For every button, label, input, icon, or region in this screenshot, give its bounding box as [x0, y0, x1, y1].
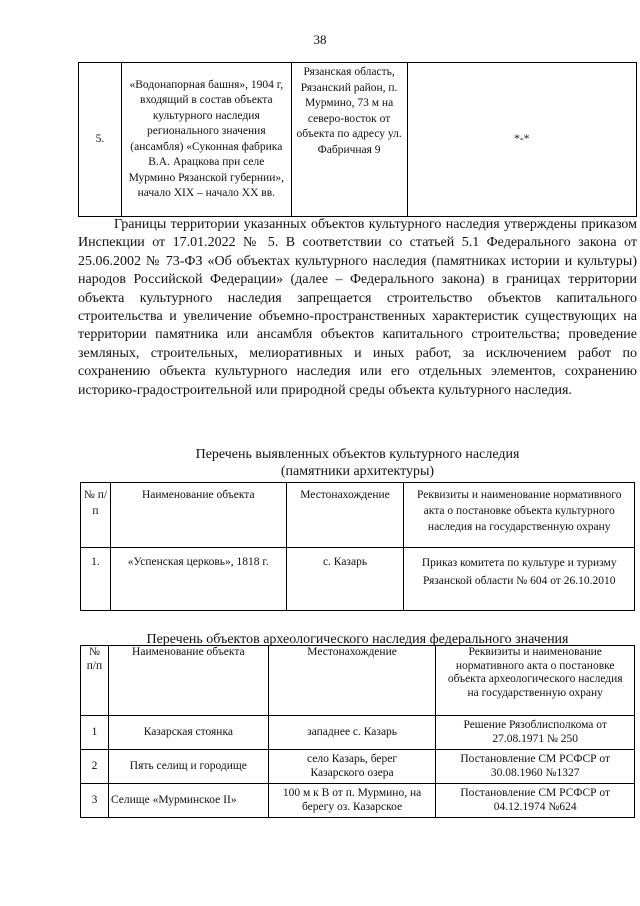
row-number: 5. — [79, 63, 122, 217]
object-act: Решение Рязоблисполкома от 27.08.1971 № 250 — [436, 716, 635, 750]
row-number: 3 — [81, 784, 109, 818]
object-name: Пять селищ и городище — [108, 750, 268, 784]
object-name: Казарская стоянка — [108, 716, 268, 750]
header-num: № п/п — [81, 483, 111, 548]
identified-objects-heading — [78, 446, 637, 480]
header-name: Наименование объекта — [108, 646, 268, 716]
header-name: Наименование объекта — [110, 483, 286, 548]
object-name: «Водонапорная башня», 1904 г, входящий в состав объекта культурного наследия регионального значения (ансамбля) «Суконная фабрика В.А. Арацкова при селе Мурмино Рязанской губернии», начало XIX – начало XX вв. — [121, 63, 291, 217]
object-note: *-* — [407, 63, 636, 217]
archaeological-objects-table — [80, 645, 635, 818]
heading-line-1: Перечень выявленных объектов культурного наследия — [195, 447, 520, 462]
page-number: 38 — [313, 32, 327, 47]
identified-objects-table — [80, 482, 635, 611]
table-row — [81, 716, 635, 750]
object-name: Селище «Мурминское II» — [108, 784, 268, 818]
object-act: Постановление СМ РСФСР от 04.12.1974 №624 — [436, 784, 635, 818]
object-act: Постановление СМ РСФСР от 30.08.1960 №1327 — [436, 750, 635, 784]
object-location: с. Казарь — [286, 548, 404, 611]
table-row — [81, 750, 635, 784]
header-num: № п/п — [81, 646, 109, 716]
row-number: 1 — [81, 716, 109, 750]
header-location: Местонахождение — [268, 646, 436, 716]
object-location: село Казарь, берег Казарского озера — [268, 750, 436, 784]
header-location: Местонахождение — [286, 483, 404, 548]
table-header-row — [81, 646, 635, 716]
table-row — [81, 548, 635, 611]
object-location: западнее с. Казарь — [268, 716, 436, 750]
header-act: Реквизиты и наименование нормативного акта о постановке объекта культурного наследия на государственную охрану — [404, 483, 635, 548]
row-number: 2 — [81, 750, 109, 784]
heritage-table-continued — [78, 62, 637, 217]
object-act: Приказ комитета по культуре и туризму Рязанской области № 604 от 26.10.2010 — [404, 548, 635, 611]
legal-paragraph: Границы территории указанных объектов культурного наследия утверждены приказом Инспекции от 17.01.2022 № 5. В соответствии со статьей 5.1 Федерального закона от 25.06.2002 № 73-ФЗ «Об объектах культурного наследия (памятниках истории и культуры) народов Российской Федерации» (далее – Федерального закона) в границах территории объекта культурного наследия запрещается строительство объектов капитального строительства и увеличение объемно-пространственных характеристик существующих на территории памятника или ансамбля объектов капитального строительства; проведение земляных, строительных, мелиоративных и иных работ, за исключением работ по сохранению объекта культурного наследия или его отдельных элементов, сохранению историко-градостроительной или природной среды объекта культурного наследия. — [78, 217, 637, 398]
table-row — [79, 63, 637, 217]
table-header-row — [81, 483, 635, 548]
object-name: «Успенская церковь», 1818 г. — [110, 548, 286, 611]
object-location: 100 м к В от п. Мурмино, на берегу оз. Казарское — [268, 784, 436, 818]
heading-line-2: (памятники архитектуры) — [280, 464, 435, 479]
header-act: Реквизиты и наименование нормативного акта о постановке объекта археологического наследия на государственную охрану — [436, 646, 635, 716]
object-location: Рязанская область, Рязанский район, п. Мурмино, 73 м на северо-восток от объекта по адресу ул. Фабричная 9 — [291, 63, 407, 217]
table-row — [81, 784, 635, 818]
row-number: 1. — [81, 548, 111, 611]
archaeological-heading: Перечень объектов археологического наследия федерального значения — [146, 632, 569, 647]
